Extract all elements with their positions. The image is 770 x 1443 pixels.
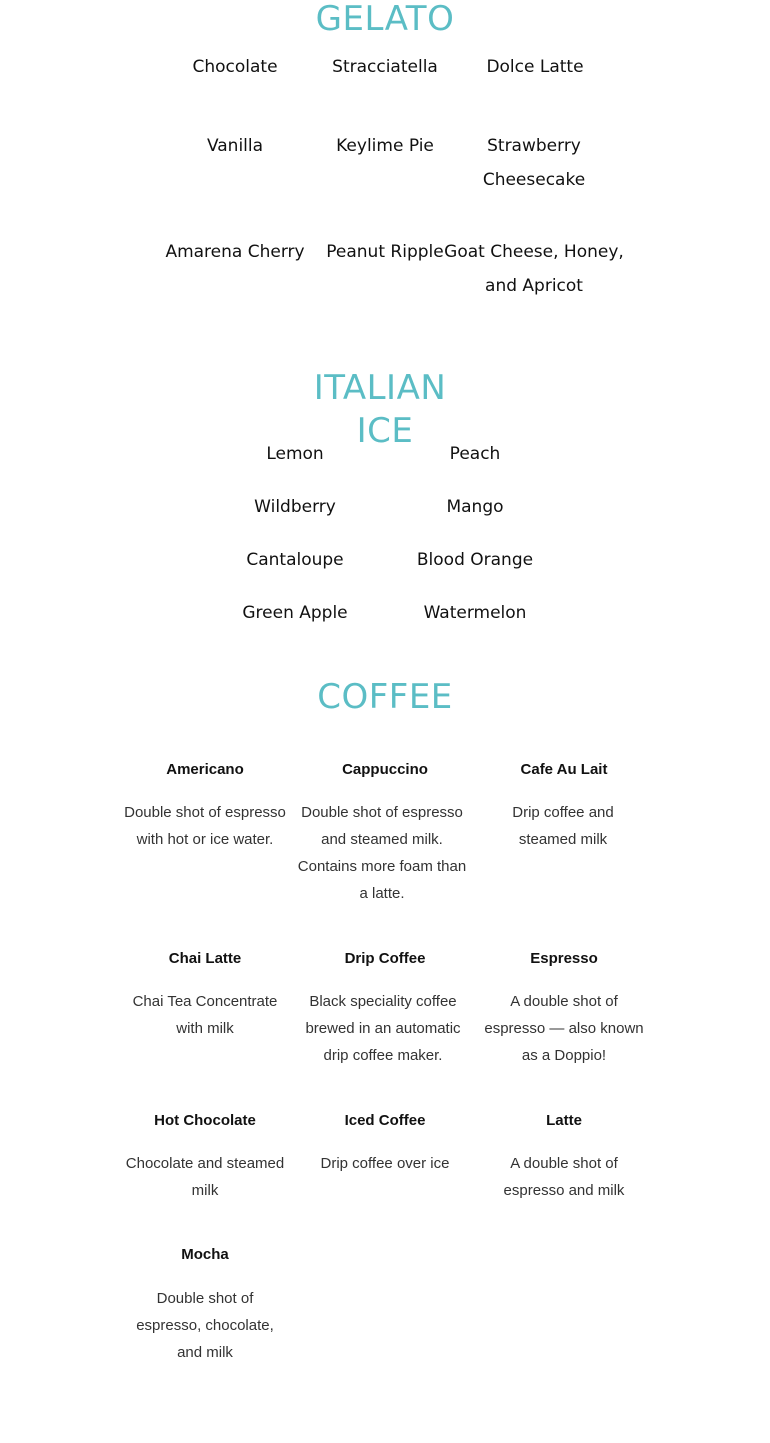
italian-ice-heading-line1: ITALIAN [313,368,447,408]
italian-ice-flavor-item: Cantaloupe [246,550,344,570]
coffee-item-name: Cafe Au Lait [520,761,608,778]
coffee-item-description: A double shot of espresso — also known as a Doppio! [484,993,644,1064]
gelato-heading: GELATO [315,0,455,39]
gelato-flavor-item: Vanilla [206,136,264,156]
gelato-flavor-item: Goat Cheese, Honey, and Apricot [444,242,624,296]
gelato-flavor-item: Keylime Pie [336,136,434,156]
coffee-item-description: Drip coffee over ice [320,1155,450,1172]
gelato-flavor-item: Peanut Ripple [326,242,444,262]
coffee-item-description: Double shot of espresso, chocolate, and milk [136,1290,274,1361]
coffee-item-name: Hot Chocolate [154,1112,256,1129]
coffee-item-description: Double shot of espresso with hot or ice water. [124,804,286,848]
coffee-item-description: Chocolate and steamed milk [125,1155,285,1199]
italian-ice-flavor-item: Green Apple [242,603,348,623]
coffee-item-name: Drip Coffee [344,950,426,967]
coffee-item-description: Drip coffee and steamed milk [512,804,614,848]
gelato-flavor-item: Dolce Latte [486,57,584,77]
coffee-item-description: Double shot of espresso and steamed milk. Contains more foam than a latte. [297,804,467,902]
gelato-flavor-item: Stracciatella [332,57,438,77]
coffee-item-name: Latte [546,1112,582,1129]
coffee-item-name: Iced Coffee [344,1112,426,1129]
coffee-item-description: Black speciality coffee brewed in an automatic drip coffee maker. [305,993,461,1064]
italian-ice-heading [300,367,470,453]
italian-ice-heading-line2: ICE [356,411,414,451]
coffee-item-description: A double shot of espresso and milk [503,1155,625,1199]
gelato-flavor-item: Strawberry Cheesecake [482,136,586,190]
coffee-item-name: Espresso [530,950,598,967]
coffee-item-description: Chai Tea Concentrate with milk [132,993,278,1037]
italian-ice-flavor-item: Wildberry [254,497,336,517]
coffee-item-name: Americano [166,761,244,778]
gelato-flavor-item: Amarena Cherry [165,242,305,262]
coffee-item-name: Chai Latte [168,950,242,967]
coffee-item-name: Mocha [181,1246,229,1263]
italian-ice-flavor-item: Mango [446,497,504,517]
italian-ice-flavor-item: Watermelon [423,603,527,623]
coffee-heading: COFFEE [317,677,453,717]
coffee-item-name: Cappuccino [342,761,428,778]
italian-ice-flavor-item: Peach [449,444,501,464]
gelato-flavor-item: Chocolate [192,57,278,77]
italian-ice-flavor-item: Blood Orange [416,550,534,570]
italian-ice-flavor-item: Lemon [266,444,324,464]
